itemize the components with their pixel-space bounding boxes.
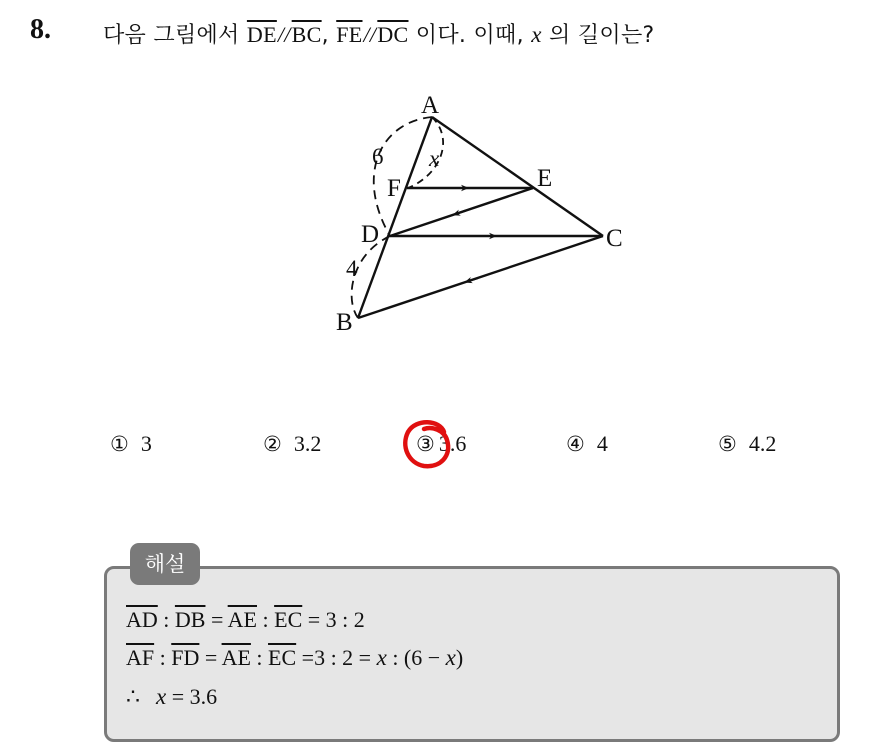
- text: =: [199, 645, 222, 670]
- variable-x: x: [156, 684, 167, 709]
- choice-value: 4: [596, 431, 608, 456]
- segment-ad: $\overline{AD}$: [126, 607, 158, 632]
- label-length-x: x: [429, 146, 440, 171]
- text: = 3 : 2: [302, 607, 365, 632]
- text: :: [257, 607, 275, 632]
- segment-ae: $\overline{AE}$: [227, 607, 257, 632]
- solution-line-3: [126, 684, 217, 710]
- text: =: [205, 607, 228, 632]
- choice-number: ④: [566, 432, 585, 456]
- segment-ec: $\overline{EC}$: [268, 645, 297, 670]
- segment-dc: $\overline{DC}$: [377, 22, 409, 47]
- text: : (6 −: [386, 645, 446, 670]
- segment-fd: $\overline{FD}$: [171, 645, 200, 670]
- solution-line-1: [126, 607, 365, 633]
- segment-af: $\overline{AF}$: [126, 645, 155, 670]
- label-c: C: [606, 225, 623, 252]
- question-middle: 이다. 이때,: [415, 23, 524, 48]
- label-f: F: [387, 175, 401, 202]
- parallel-symbol: //: [363, 22, 377, 47]
- label-d: D: [361, 221, 380, 248]
- choice-number: ①: [110, 432, 129, 456]
- segment-ec: $\overline{EC}$: [274, 607, 303, 632]
- problem-number: 8.: [30, 14, 51, 45]
- question-suffix: 의 길이는?: [549, 23, 655, 48]
- solution-tag: 해설: [130, 543, 200, 585]
- label-a: A: [421, 92, 440, 119]
- text: :: [154, 645, 172, 670]
- choice-value: 4.2: [748, 431, 777, 456]
- choice-number: ③: [416, 432, 435, 456]
- choice-value: 3.2: [293, 431, 322, 456]
- segment-bc: $\overline{BC}$: [291, 22, 322, 47]
- choice-value: 3.6: [438, 431, 467, 456]
- text: :: [250, 645, 269, 670]
- label-b: B: [336, 309, 353, 336]
- choice-number: ②: [263, 432, 282, 456]
- therefore-symbol: ∴: [126, 684, 140, 709]
- variable-x: x: [445, 645, 456, 670]
- text: ): [455, 645, 464, 670]
- text: :: [157, 607, 175, 632]
- segment-fe: $\overline{FE}$: [336, 22, 363, 47]
- label-length-6: 6: [372, 144, 384, 169]
- question-prefix: 다음 그림에서: [103, 23, 240, 48]
- text: = 3.6: [166, 684, 218, 709]
- choice-number: ⑤: [718, 432, 737, 456]
- comma: ,: [321, 23, 329, 48]
- segment-ae: $\overline{AE}$: [221, 645, 251, 670]
- variable-x: x: [531, 22, 542, 47]
- text: =3 : 2 =: [296, 645, 377, 670]
- variable-x: x: [376, 645, 387, 670]
- solution-line-2: [126, 645, 463, 671]
- segment-db: $\overline{DB}$: [174, 607, 206, 632]
- segment-de: $\overline{DE}$: [246, 22, 277, 47]
- choice-value: 3: [140, 431, 152, 456]
- label-length-4: 4: [346, 256, 358, 281]
- label-e: E: [537, 165, 553, 192]
- parallel-symbol: //: [277, 22, 291, 47]
